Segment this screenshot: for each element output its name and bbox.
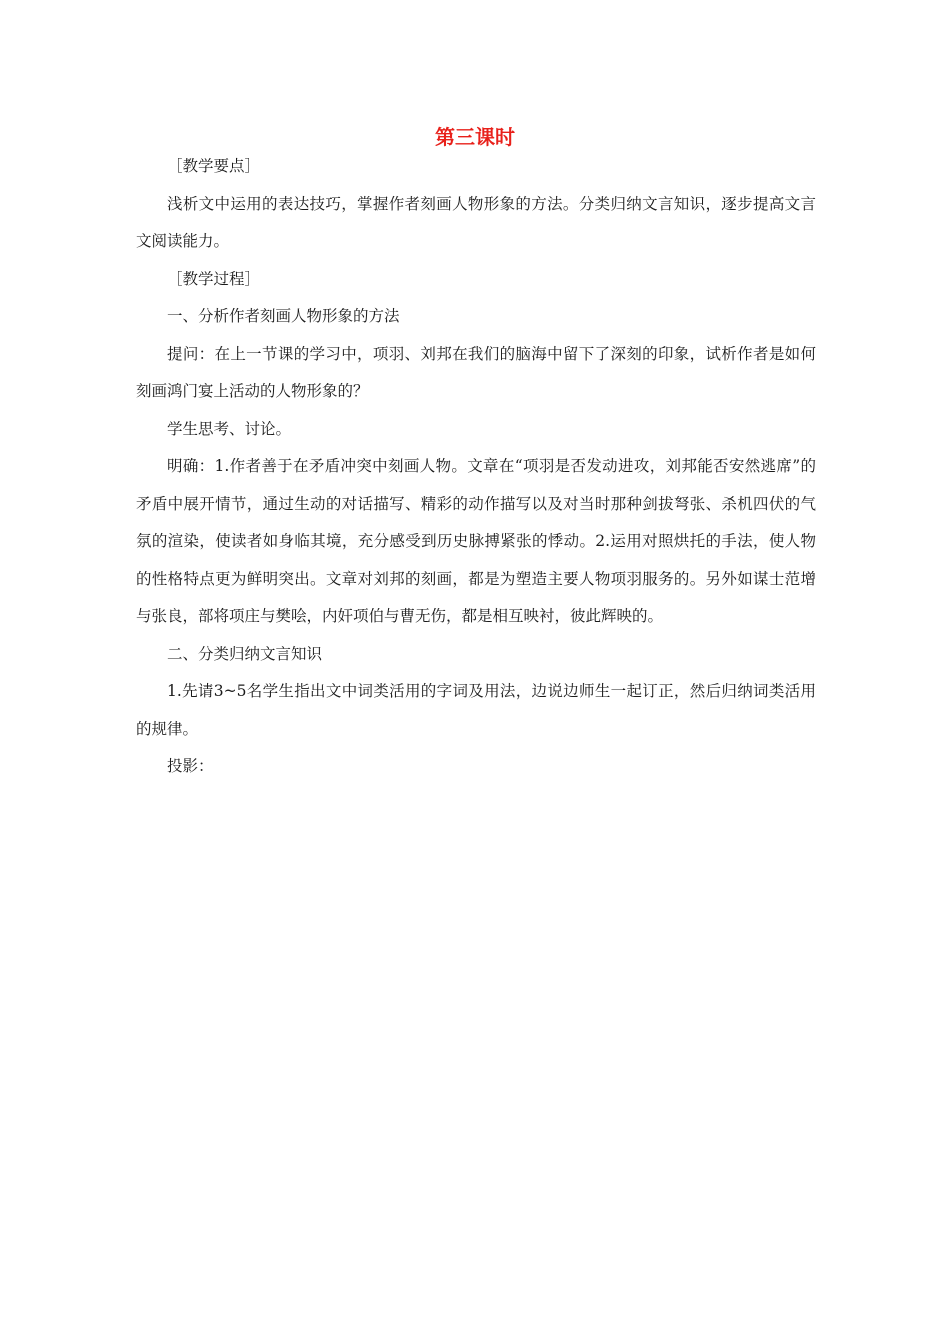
section-label-teaching-process: ［教学过程］ bbox=[167, 269, 261, 288]
heading-part-one: 一、分析作者刻画人物形象的方法 bbox=[167, 307, 400, 325]
paragraph-word-class: 1.先请3~5名学生指出文中词类活用的字词及用法，边说边师生一起订正，然后归纳词类活用的规律。 bbox=[136, 682, 816, 738]
document-title: 第三课时 bbox=[435, 125, 515, 149]
paragraph-clarification: 明确：1.作者善于在矛盾冲突中刻画人物。文章在“项羽是否发动进攻，刘邦能否安然逃席”的矛盾中展开情节，通过生动的对话描写、精彩的动作描写以及对当时那种剑拔弩张、杀机四伏的气氛的渲染，使读者如身临其境，充分感受到历史脉搏紧张的悸动。2.运用对照烘托的手法，使人物的性格特点更为鲜明突出。文章对刘邦的刻画，都是为塑造主要人物项羽服务的。另外如谋士范增与张良，部将项庄与樊哙，内奸项伯与曹无伤，都是相互映衬，彼此辉映的。 bbox=[136, 457, 816, 625]
paragraph-projection: 投影： bbox=[167, 757, 214, 775]
paragraph-teaching-points: 浅析文中运用的表达技巧，掌握作者刻画人物形象的方法。分类归纳文言知识，逐步提高文言文阅读能力。 bbox=[136, 194, 816, 250]
paragraph-question: 提问：在上一节课的学习中，项羽、刘邦在我们的脑海中留下了深刻的印象，试析作者是如何刻画鸿门宴上活动的人物形象的？ bbox=[136, 344, 816, 400]
document-body bbox=[136, 148, 816, 786]
paragraph-student-discussion: 学生思考、讨论。 bbox=[167, 419, 292, 438]
heading-part-two: 二、分类归纳文言知识 bbox=[167, 644, 323, 663]
section-label-teaching-points: ［教学要点］ bbox=[167, 157, 261, 175]
